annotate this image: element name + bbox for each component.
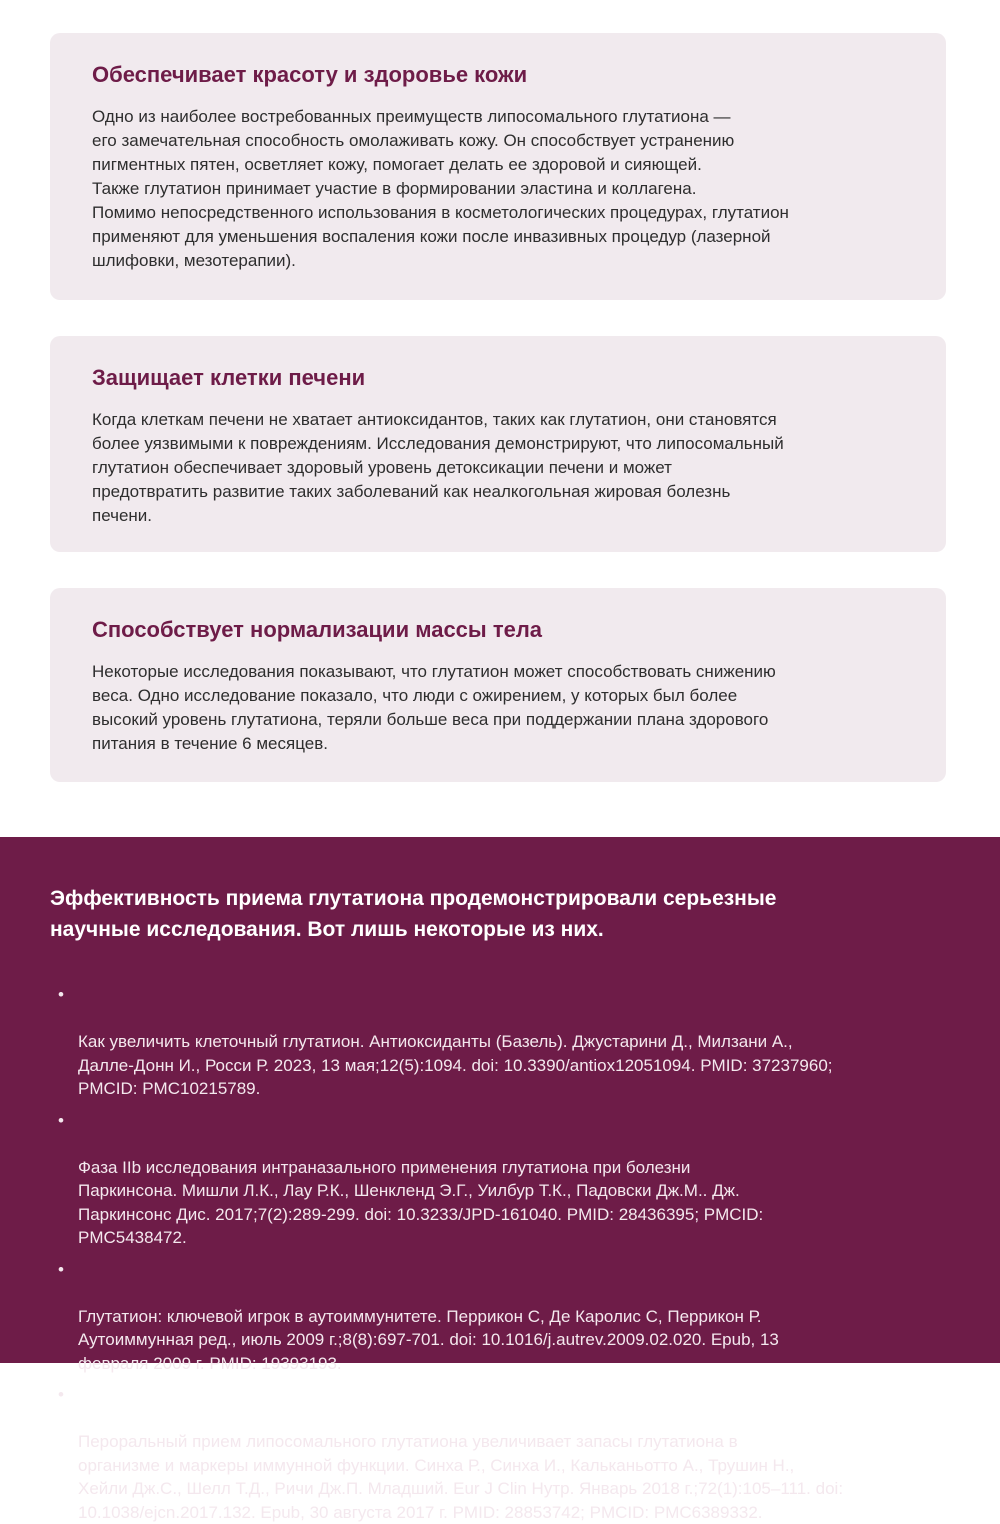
reference-item bbox=[50, 1258, 950, 1376]
references-section bbox=[0, 837, 1000, 1522]
benefit-text-skin: Одно из наиболее востребованных преимуществ липосомального глутатиона — его замечательная способность омолаживать кожу. Он способствует устранению пигментных пятен, осветляет кожу, помогает делать ее здоровой и сияющей. Также глутатион принимает участие в формировании эластина и коллагена. Помимо непосредственного использования в косметологических процедурах, глутатион применяют для уменьшения воспаления кожи после инвазивных процедур (лазерной шлифовки, мезотерапии). bbox=[92, 107, 789, 270]
reference-text: Фаза IIb исследования интраназального применения глутатиона при болезни Паркинсона. Мишли Л.К., Лау Р.К., Шенкленд Э.Г., Уилбур Т.К., Падовски Дж.М.. Дж. Паркинсонс Дис. 2017;7(2):289-299. doi: 10.3233/JPD-161040. PMID: 28436395; PMCID: PMC5438472. bbox=[78, 1157, 764, 1247]
benefit-card-skin bbox=[50, 33, 946, 300]
bullet-icon: • bbox=[58, 985, 64, 1004]
references-list bbox=[50, 983, 950, 1524]
benefit-text-weight: Некоторые исследования показывают, что глутатион может способствовать снижению веса. Одно исследование показало, что люди с ожирением, у которых был более высокий уровень глутатиона, теряли больше веса при поддержании плана здорового питания в течение 6 месяцев. bbox=[92, 662, 776, 753]
bullet-icon: • bbox=[58, 1259, 64, 1279]
benefit-cards bbox=[50, 33, 946, 818]
references-heading: Эффективность приема глутатиона продемонстрировали серьезные научные исследования. Вот лишь некоторые из них. bbox=[50, 887, 777, 941]
bullet-icon: • bbox=[58, 1110, 64, 1130]
benefit-title-weight: Способствует нормализации массы тела bbox=[92, 617, 543, 642]
reference-item bbox=[50, 983, 950, 1101]
reference-item bbox=[50, 1383, 950, 1524]
benefit-card-weight bbox=[50, 588, 946, 782]
reference-text: Глутатион: ключевой игрок в аутоиммунитете. Перрикон С, Де Каролис С, Перрикон Р. Аутоиммунная ред., июль 2009 г.;8(8):697-701. doi: 10.1016/j.autrev.2009.02.020. Epub, 13 февраля 2009 г. PMID: 19393193. bbox=[78, 1306, 779, 1373]
benefit-title-liver: Защищает клетки печени bbox=[92, 365, 366, 390]
reference-text: Как увеличить клеточный глутатион. Антиоксиданты (Базель). Джустарини Д., Милзани А., Далле-Донн И., Росси Р. 2023, 13 мая;12(5):1094. doi: 10.3390/antiox12051094. PMID: 37237960; PMCID: PMC10215789. bbox=[78, 1032, 833, 1098]
benefit-card-liver bbox=[50, 336, 946, 552]
benefit-text-liver: Когда клеткам печени не хватает антиоксидантов, таких как глутатион, они становятся более уязвимыми к повреждениям. Исследования демонстрируют, что липосомальный глутатион обеспечивает здоровый уровень детоксикации печени и может предотвратить развитие таких заболеваний как неалкогольная жировая болезнь печени. bbox=[92, 410, 784, 525]
reference-item bbox=[50, 1109, 950, 1250]
bullet-icon: • bbox=[58, 1385, 64, 1404]
benefit-title-skin: Обеспечивает красоту и здоровье кожи bbox=[92, 62, 528, 87]
reference-text: Пероральный прием липосомального глутатиона увеличивает запасы глутатиона в организме и маркеры иммунной функции. Синха Р., Синха И., Кальканьотто А., Трушин Н., Хейли Дж.С., Шелл Т.Д., Ричи Дж.П. Младший. Eur J Clin Нутр. Январь 2018 г.;72(1):105–111. doi: 10.1038/ejcn.2017.132. Epub, 30 августа 2017 г. PMID: 28853742; PMCID: PMC6389332. bbox=[78, 1432, 844, 1522]
